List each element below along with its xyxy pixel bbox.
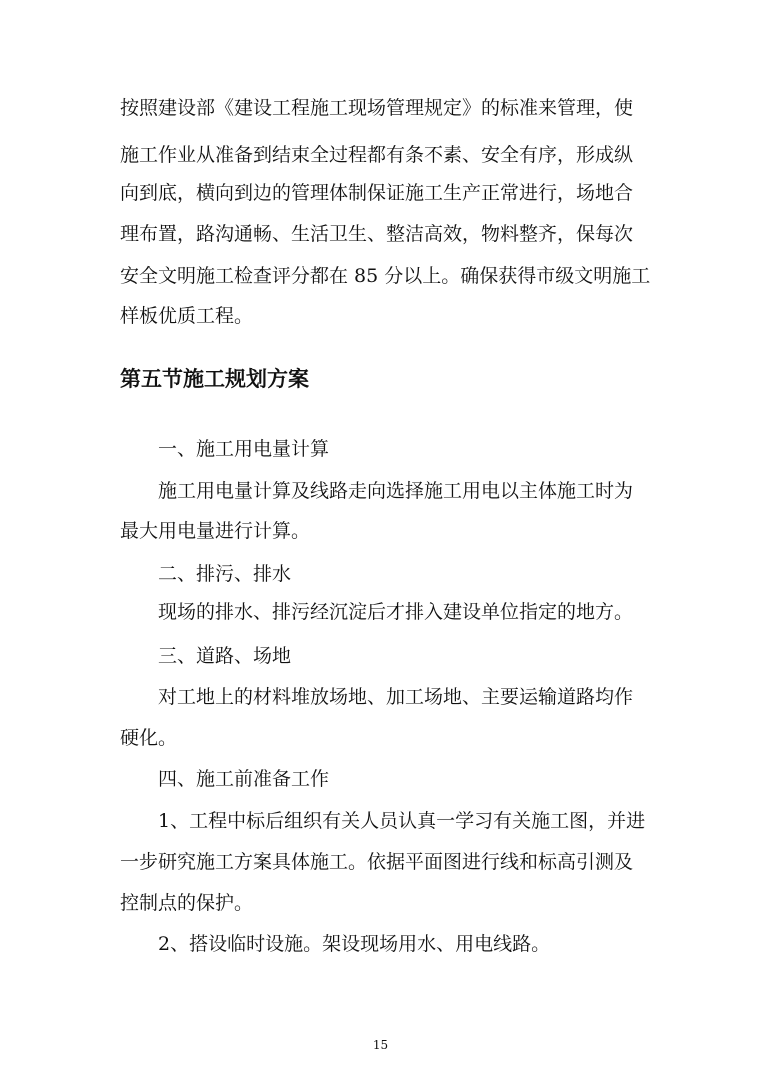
paragraph-line: 按照建设部《建设工程施工现场管理规定》的标准来管理，使 [120, 97, 634, 119]
paragraph-line: 向到底，横向到边的管理体制保证施工生产正常进行，场地合 [120, 182, 634, 204]
paragraph-line: 一步研究施工方案具体施工。依据平面图进行线和标高引测及 [120, 851, 634, 873]
paragraph-line: 样板优质工程。 [120, 305, 254, 327]
section-heading: 第五节施工规划方案 [120, 367, 309, 391]
item-title: 二、排污、排水 [158, 563, 292, 585]
paragraph-line: 对工地上的材料堆放场地、加工场地、主要运输道路均作 [158, 686, 634, 708]
paragraph-line: 2、搭设临时设施。架设现场用水、用电线路。 [158, 933, 551, 955]
item-title: 三、道路、场地 [158, 645, 292, 667]
paragraph-line: 最大用电量进行计算。 [120, 520, 311, 542]
paragraph-line: 施工用电量计算及线路走向选择施工用电以主体施工时为 [158, 480, 634, 502]
paragraph-line: 1、工程中标后组织有关人员认真一学习有关施工图，并进 [158, 810, 646, 832]
page-number: 15 [372, 1038, 389, 1052]
item-title: 四、施工前准备工作 [158, 768, 330, 790]
paragraph-line: 理布置，路沟通畅、生活卫生、整洁高效，物料整齐，保每次 [120, 223, 634, 245]
paragraph-line: 施工作业从准备到结束全过程都有条不素、安全有序，形成纵 [120, 144, 634, 166]
item-title: 一、施工用电量计算 [158, 438, 330, 460]
paragraph-line: 控制点的保护。 [120, 892, 254, 914]
paragraph-line: 硬化。 [120, 727, 178, 749]
paragraph-line: 现场的排水、排污经沉淀后才排入建设单位指定的地方。 [158, 601, 634, 623]
paragraph-line: 安全文明施工检查评分都在 85 分以上。确保获得市级文明施工 [120, 265, 651, 287]
